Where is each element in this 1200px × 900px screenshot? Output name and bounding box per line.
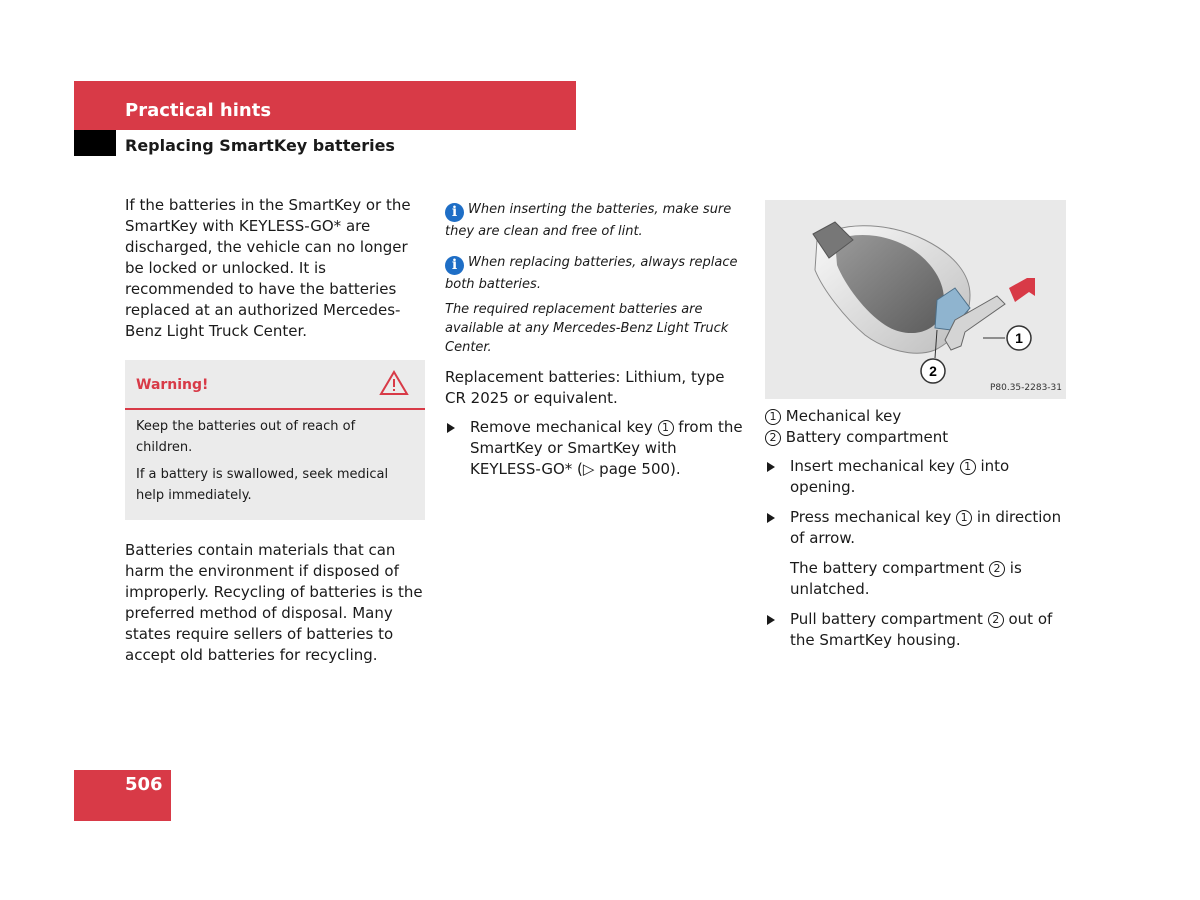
callout-marker: 1 [765,409,781,425]
info-note-2 [445,253,745,357]
bullet-arrow-icon [447,423,455,433]
warning-triangle-icon [379,370,409,396]
warning-box [125,360,425,520]
smartkey-battery-icon [765,200,1066,399]
info-note-2-extra: The required replacement batteries are available at any Mercedes-Benz Light Truck Center. [445,302,729,355]
step-item: Remove mechanical key 1 from the SmartKey or SmartKey with KEYLESS-GO* (▷ page 500). [445,417,745,480]
info-icon: i [445,256,464,275]
smartkey-illustration [765,200,1066,399]
section-tab-marker [74,130,116,156]
column-right [765,406,1075,660]
intro-paragraph: If the batteries in the SmartKey or the SmartKey with KEYLESS-GO* are discharged, the vehicle can no longer be locked or unlocked. It is recommended to have the batteries replaced at an authorized Mercedes-Benz Light Truck Center. [125,196,411,340]
step-item: Insert mechanical key 1 into opening. [765,456,1075,498]
page-number: 506 [125,774,163,795]
warning-line-2: If a battery is swallowed, seek medical help immediately. [136,467,389,503]
callout-marker: 1 [956,510,972,526]
bullet-arrow-icon [767,513,775,523]
figure-code: P80.35-2283-31 [989,383,1062,393]
warning-body [125,410,425,520]
section-title: Practical hints [125,100,272,121]
legend-item: 1 Mechanical key [765,406,1075,427]
bullet-arrow-icon [767,462,775,472]
info-note-1-text: When inserting the batteries, make sure they are clean and free of lint. [445,202,732,239]
callout-marker: 2 [765,430,781,446]
callout-marker: 1 [960,459,976,475]
step-result-note: The battery compartment 2 is unlatched. [790,559,1022,598]
figure-callout-2: 2 [929,363,937,379]
step-list-middle [445,417,745,480]
page-subtitle: Replacing SmartKey batteries [125,136,395,155]
step-item: Press mechanical key 1 in direction of arrow. [765,507,1075,549]
warning-header [125,360,425,410]
callout-marker: 1 [658,420,674,436]
column-middle [445,200,745,489]
info-note-2-text: When replacing batteries, always replace both batteries. [445,255,738,292]
info-icon: i [445,203,464,222]
column-left [125,195,425,666]
callout-marker: 2 [988,612,1004,628]
replacement-batteries-text: Replacement batteries: Lithium, type CR 2025 or equivalent. [445,368,725,407]
warning-line-1: Keep the batteries out of reach of children. [136,419,356,455]
warning-title: Warning! [136,377,209,393]
callout-marker: 2 [989,561,1005,577]
legend-item: 2 Battery compartment [765,427,1075,448]
figure-callout-1: 1 [1015,330,1023,346]
bullet-arrow-icon [767,615,775,625]
environment-paragraph: Batteries contain materials that can harm the environment if disposed of improperly. Recycling of batteries is the preferred method of disposal. Many states require sellers of batteries to accept old batteries for recycling. [125,541,423,664]
step-list-right [765,456,1075,651]
step-item: Pull battery compartment 2 out of the SmartKey housing. [765,609,1075,651]
info-note-1 [445,200,745,241]
